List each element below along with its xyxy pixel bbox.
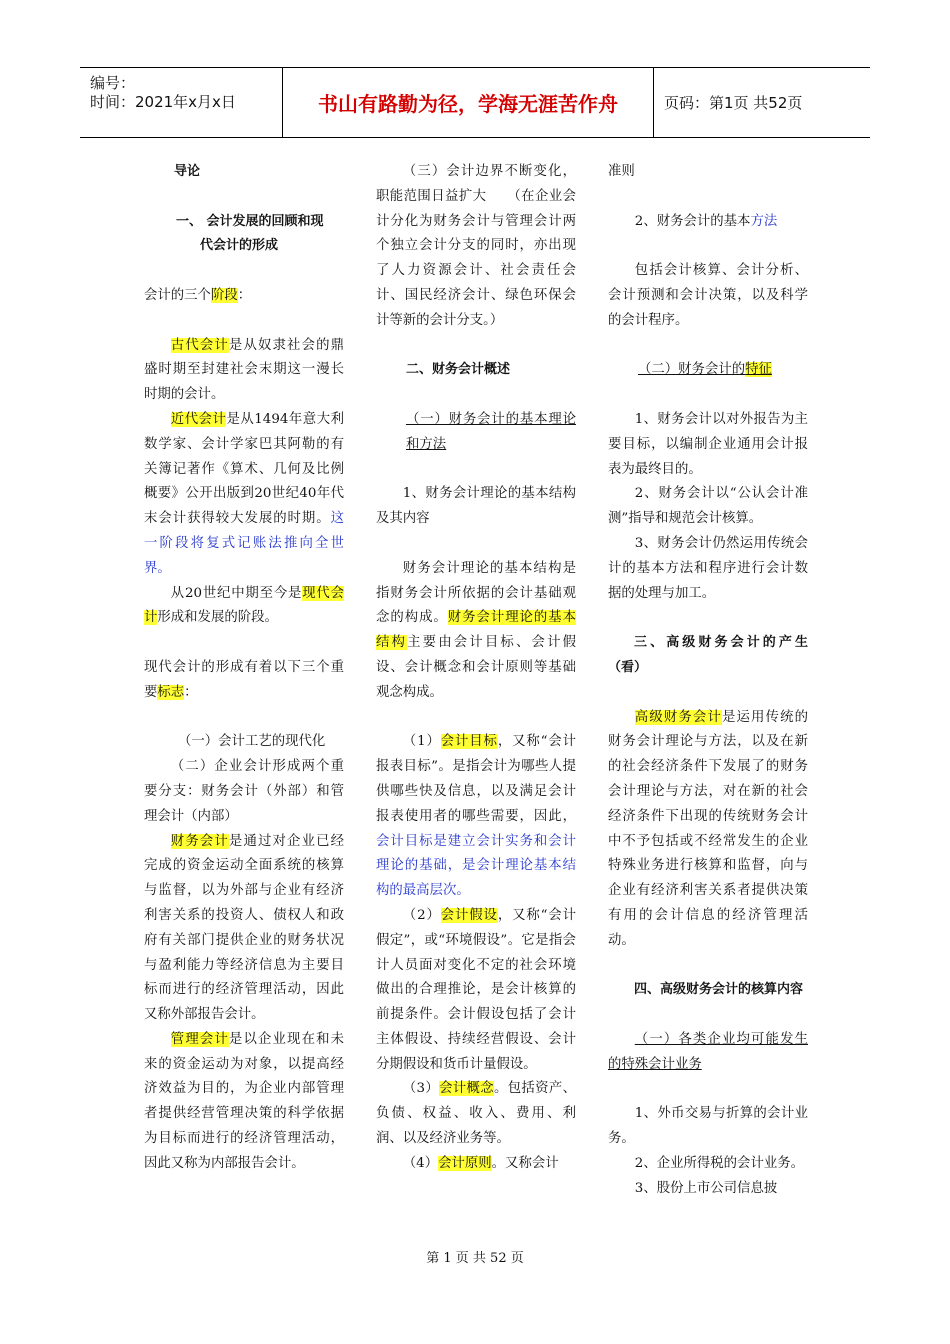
section-3-heading: 三、高级财务会计的产生（看） (608, 635, 808, 675)
paragraph: 从20世纪中期至今是现代会计形成和发展的阶段。 (144, 585, 345, 626)
paragraph: （1）会计目标，又称“会计报表目标”。是指会计为哪些人提供哪些快及信息，以及满足会计报表使用者的哪些需要，因此，会计目标是建立会计实务和会计理论的基础，是会计理论基本结构的最高层次。 (376, 734, 576, 899)
paragraph: （3）会计概念。包括资产、负债、权益、收入、费用、利润、以及经济业务等。 (376, 1081, 576, 1147)
paragraph: （一）会计工艺的现代化 (178, 734, 326, 750)
paragraph: （2）会计假设，又称“会计假定”，或“环境假设”。它是指会计人员面对变化不定的社会环境做出的合理推论，是会计核算的前提条件。会计假设包括了会计主体假设、持续经营假设、会计分期假设和货币计量假设。 (376, 907, 576, 1072)
paragraph: 会计的三个阶段： (144, 287, 252, 303)
header-page-info: 页码：第1页 共52页 (664, 94, 803, 112)
paragraph: 2、财务会计的基本方法 (634, 213, 778, 229)
column-1 (144, 160, 344, 1177)
column-2 (376, 160, 576, 1177)
section-4-heading: 四、高级财务会计的核算内容 (634, 982, 804, 998)
section-2-heading: 二、财务会计概述 (406, 362, 511, 378)
paragraph: 古代会计是从奴隶社会的鼎盛时期至封建社会末期这一漫长时期的会计。 (144, 337, 345, 403)
header-meta (80, 68, 283, 137)
paragraph: （二）企业会计形成两个重要分支：财务会计（外部）和管理会计（内部） (144, 759, 344, 824)
paragraph: （三）会计边界不断变化，职能范围日益扩大 （在企业会计分化为财务会计与管理会计两个独立会计分支的同时，亦出现了人力资源会计、社会责任会计、国民经济会计、绿色环保会计等新的会计分支。） (376, 164, 576, 328)
section-1-heading: 一、 会计发展的回顾和现 (176, 213, 324, 229)
column-3 (608, 160, 808, 1201)
paragraph: 准则 (608, 164, 635, 179)
paragraph: 1、外币交易与折算的会计业务。 (608, 1106, 808, 1147)
section-1-heading-cont: 代会计的形成 (200, 238, 279, 254)
header-motto: 书山有路勤为径，学海无涯苦作舟 (283, 68, 654, 137)
page-header (80, 67, 870, 138)
doc-title: 导论 (174, 164, 201, 179)
paragraph: 高级财务会计是运用传统的财务会计理论与方法，以及在新的社会经济条件下发展了的财务会计理论与方法，对在新的社会经济条件下出现的传统财务会计中不予包括或不经常发生的企业特殊业务进行核算和监督，向与企业有经济利害关系者提供决策有用的会计信息的经济管理活动。 (608, 709, 809, 948)
paragraph: 2、财务会计以“公认会计准测”指导和规范会计核算。 (608, 486, 808, 527)
paragraph: 2、企业所得税的会计业务。 (634, 1155, 805, 1171)
paragraph: 1、财务会计以对外报告为主要目标，以编制企业通用会计报表为最终目的。 (608, 411, 808, 477)
paragraph: （4）会计原则。又称会计 (402, 1155, 559, 1171)
paragraph: 1、财务会计理论的基本结构及其内容 (376, 486, 576, 527)
paragraph: 管理会计是以企业现在和未来的资金运动为对象，以提高经济效益为目的，为企业内部管理者提供经营管理决策的科学依据为目标而进行的经济管理活动，因此又称为内部报告会计。 (144, 1031, 345, 1171)
paragraph: 财务会计是通过对企业已经完成的资金运动全面系统的核算与监督，以为外部与企业有经济利害关系的投资人、债权人和政府有关部门提供企业的财务状况与盈利能力等经济信息为主要目标而进行的经济管理活动，因此又称外部报告会计。 (144, 833, 345, 1023)
paragraph: 财务会计理论的基本结构是指财务会计所依据的会计基础观念的构成。财务会计理论的基本结构主要由会计目标、会计假设、会计概念和会计原则等基础观念构成。 (376, 560, 577, 700)
paragraph: 3、股份上市公司信息披 (634, 1180, 778, 1196)
time-label: 时间：2021年x月x日 (90, 93, 236, 111)
paragraph: 包括会计核算、会计分析、会计预测和会计决策，以及科学的会计程序。 (608, 263, 808, 328)
number-label: 编号： (90, 74, 136, 92)
page-footer: 第 1 页 共 52 页 (426, 1251, 524, 1266)
subsection-heading: （一）财务会计的基本理论和方法 (406, 411, 576, 452)
paragraph: 近代会计是从1494年意大利数学家、会计学家巴其阿勒的有关簿记著作《算术、几何及比例概要》公开出版到20世纪40年代末会计获得较大发展的时期。这一阶段将复式记账法推向全世界。 (144, 411, 345, 576)
paragraph: 现代会计的形成有着以下三个重要标志： (144, 659, 344, 700)
subsection-heading: （二）财务会计的特征 (638, 362, 772, 378)
subsection-heading: （一）各类企业均可能发生的特殊会计业务 (608, 1031, 808, 1072)
paragraph: 3、财务会计仍然运用传统会计的基本方法和程序进行会计数据的处理与加工。 (608, 535, 808, 601)
